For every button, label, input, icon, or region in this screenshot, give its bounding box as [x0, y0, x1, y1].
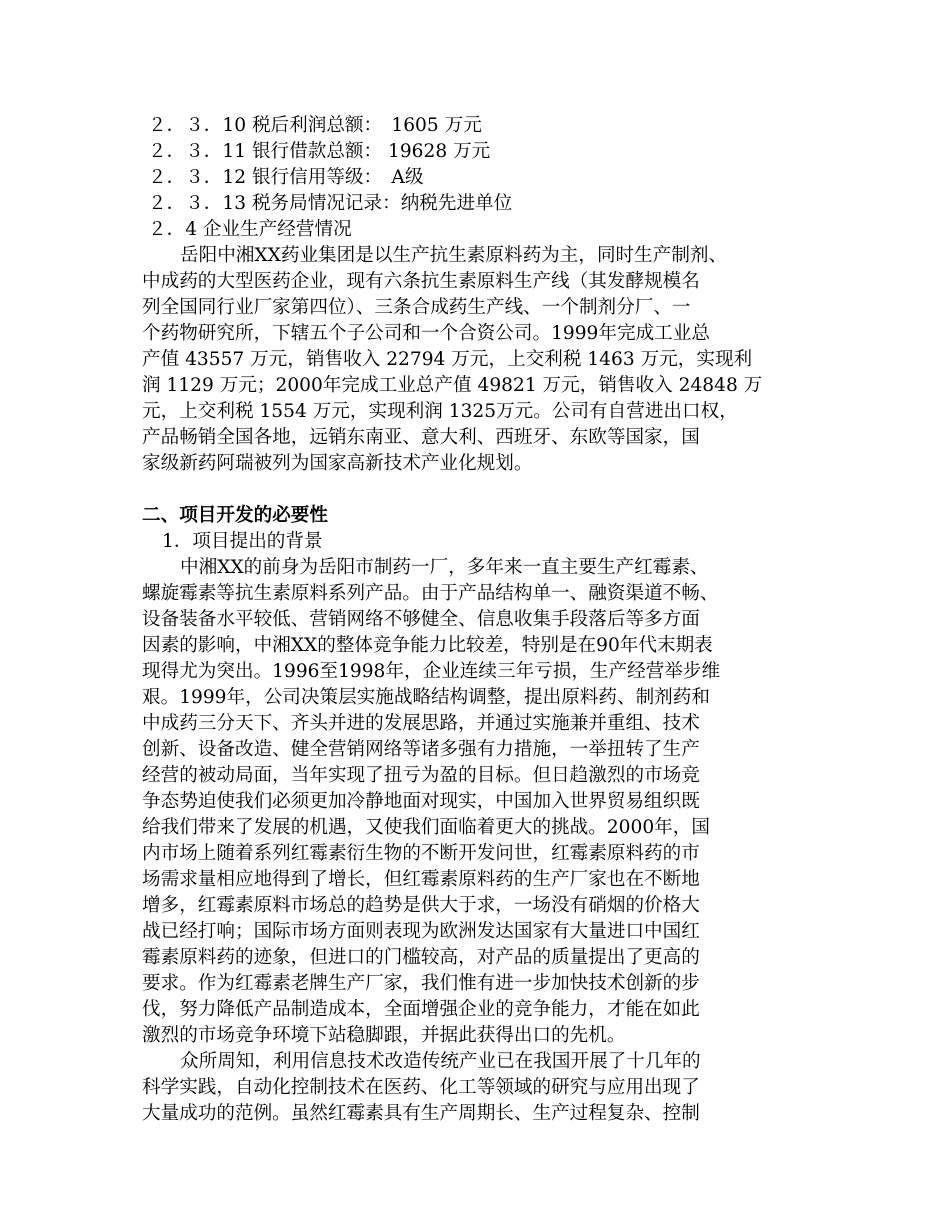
paragraph-line: 场需求量相应地得到了增长，但红霉素原料药的生产厂家也在不断地: [142, 869, 700, 890]
paragraph-line: 要求。作为红霉素老牌生产厂家，我们惟有进一步加快技术创新的步: [142, 973, 700, 994]
paragraph-line: 中湘XX的前身为岳阳市制药一厂，多年来一直主要生产红霉素、: [180, 557, 709, 578]
paragraph-line: 个药物研究所，下辖五个子公司和一个合资公司。1999年完成工业总: [142, 323, 710, 344]
paragraph-line: 螺旋霉素等抗生素原料系列产品。由于产品结构单一、融资渠道不畅、: [142, 583, 719, 604]
paragraph-line: 中成药的大型医药企业，现有六条抗生素原料生产线（其发酵规模名: [142, 271, 700, 292]
paragraph-line: 中成药三分天下、齐头并进的发展思路，并通过实施兼并重组、技术: [142, 713, 700, 734]
paragraph-line: 设备装备水平较低、营销网络不够健全、信息收集手段落后等多方面: [142, 609, 700, 630]
paragraph-line: 伐，努力降低产品制造成本，全面增强企业的竞争能力，才能在如此: [142, 999, 700, 1020]
paragraph-line: 艰。1999年，公司决策层实施战略结构调整，提出原料药、制剂药和: [142, 687, 710, 708]
list-item: ２．３．13 税务局情况记录：纳税先进单位: [148, 193, 513, 214]
paragraph-line: 元，上交利税 1554 万元，实现利润 1325万元。公司有自营进出口权，: [142, 401, 738, 422]
list-item: ２．３．10 税后利润总额： 1605 万元: [148, 115, 482, 136]
section-heading: 二、项目开发的必要性: [142, 505, 328, 526]
paragraph-line: 现得尤为突出。1996至1998年，企业连续三年亏损，生产经营举步维: [142, 661, 721, 682]
paragraph-line: 家级新药阿瑞被列为国家高新技术产业化规划。: [142, 453, 533, 474]
paragraph-line: 产值 43557 万元，销售收入 22794 万元，上交利税 1463 万元，实现利: [142, 349, 753, 370]
paragraph-line: 大量成功的范例。虽然红霉素具有生产周期长、生产过程复杂、控制: [142, 1103, 700, 1124]
paragraph-line: 产品畅销全国各地，远销东南亚、意大利、西班牙、东欧等国家，国: [142, 427, 700, 448]
paragraph-line: 科学实践，自动化控制技术在医药、化工等领域的研究与应用出现了: [142, 1077, 700, 1098]
paragraph-company-overview: [142, 243, 816, 477]
paragraph-line: 岳阳中湘XX药业集团是以生产抗生素原料药为主，同时生产制剂、: [180, 245, 728, 266]
paragraph-line: 增多，红霉素原料市场总的趋势是供大于求，一场没有硝烟的价格大: [142, 895, 700, 916]
paragraph-line: 争态势迫使我们必须更加冷静地面对现实，中国加入世界贸易组织既: [142, 791, 700, 812]
section-title-operations: ２．4 企业生产经营情况: [148, 219, 352, 240]
paragraph-line: 霉素原料药的迹象，但进口的门槛较高，对产品的质量提出了更高的: [142, 947, 700, 968]
paragraph-line: 激烈的市场竞争环境下站稳脚跟，并据此获得出口的先机。: [142, 1025, 626, 1046]
subheading: 1．项目提出的背景: [162, 531, 323, 552]
paragraph-line: 因素的影响，中湘XX的整体竞争能力比较差，特别是在90年代末期表: [142, 635, 713, 656]
paragraph-it-transformation: [142, 1049, 816, 1127]
paragraph-line: 列全国同行业厂家第四位）、三条合成药生产线、一个制剂分厂、一: [142, 297, 691, 318]
paragraph-line: 内市场上随着系列红霉素衍生物的不断开发问世，红霉素原料药的市: [142, 843, 700, 864]
document-page: [142, 113, 816, 1127]
info-list: [142, 113, 816, 243]
paragraph-line: 给我们带来了发展的机遇，又使我们面临着更大的挑战。2000年，国: [142, 817, 710, 838]
paragraph-line: 经营的被动局面，当年实现了扭亏为盈的目标。但日趋激烈的市场竞: [142, 765, 700, 786]
paragraph-line: 润 1129 万元；2000年完成工业总产值 49821 万元，销售收入 24848 万: [142, 375, 763, 396]
paragraph-line: 战已经打响；国际市场方面则表现为欧洲发达国家有大量进口中国红: [142, 921, 700, 942]
paragraph-line: 创新、设备改造、健全营销网络等诸多强有力措施，一举扭转了生产: [142, 739, 700, 760]
list-item: ２．３．12 银行信用等级： A级: [148, 167, 424, 188]
spacer: [142, 477, 816, 503]
list-item: ２．３．11 银行借款总额： 19628 万元: [148, 141, 491, 162]
paragraph-line: 众所周知，利用信息技术改造传统产业已在我国开展了十几年的: [180, 1051, 701, 1072]
paragraph-background: [142, 555, 816, 1049]
